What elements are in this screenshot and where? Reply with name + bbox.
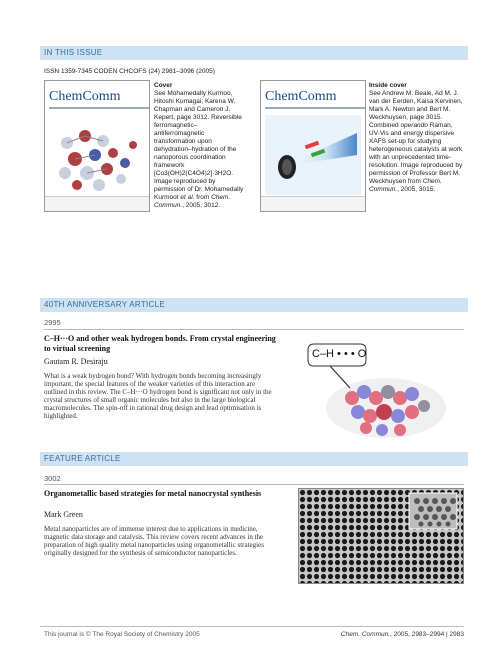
inside-cover-cite: , 2005, 3015.	[397, 186, 436, 193]
in-this-issue-header: IN THIS ISSUE	[40, 46, 468, 60]
anniversary-divider	[44, 329, 464, 330]
anniversary-author: Gautam R. Desiraju	[44, 357, 108, 366]
footer-copyright: This journal is © The Royal Society of Chemistry 2005	[44, 631, 200, 638]
feature-graphic	[298, 488, 464, 584]
anniversary-graphic	[300, 336, 464, 440]
cover-from: from	[194, 194, 212, 201]
feature-title[interactable]: Organometallic based strategies for metal nanocrystal synthesis	[44, 489, 262, 498]
anniversary-abstract: What is a weak hydrogen bond? With hydrogen bonds becoming increasingly important, the special features of the weaker varieties of this interaction are outlined in this review. The C–H···O hydrogen bond is significant not only in the crystal structures of small organic molecules but also in the large biological macromolecules. The spin-off in rational drug design and lead optimisation is highlighted.	[44, 372, 272, 420]
feature-author: Mark Green	[44, 510, 83, 519]
anniversary-page-number: 2995	[44, 318, 61, 327]
inside-cover-journal: Chem. Commun.	[369, 178, 442, 193]
hydrogen-bond-label: C–H • • • O	[312, 348, 367, 360]
feature-header: FEATURE ARTICLE	[40, 452, 468, 466]
feature-divider	[44, 484, 464, 485]
inside-cover-image	[260, 80, 366, 212]
cover-journal: Chem. Commun.	[154, 194, 231, 209]
cover-etal: et al.	[180, 194, 195, 201]
footer-journal: Chem. Commun.	[340, 631, 391, 638]
footer-citation	[341, 631, 464, 638]
footer-pages: , 2005, 2983–2994 | 2983	[390, 631, 464, 638]
issn-coden: ISSN 1359-7345 CODEN CHCOFS (24) 2981–3096 (2005)	[44, 68, 215, 75]
footer-rule	[40, 626, 464, 627]
nanocrystal-micrograph	[299, 489, 463, 583]
inside-cover-text-b: Raman, UV-Vis and energy dispersive XAFS set-up for studying heterogeneous catalysts at work with an unprecedented time-resolution. Image reproduced by permission of Professor Bert M. Weckhuysen from	[369, 122, 463, 185]
cover-heading: Cover	[154, 82, 173, 89]
anniversary-title[interactable]: C–H···O and other weak hydrogen bonds. From crystal engineering to virtual screening	[44, 334, 276, 353]
cover-caption	[154, 82, 246, 210]
feature-abstract: Metal nanoparticles are of immense interest due to applications in medicine, magnetic data storage and catalysis. This review covers recent advances in the preparation of high quality metal nanoparticles using organometallic strategies originally designed for the synthesis of semiconductor nanoparticles.	[44, 525, 264, 557]
cover-image	[44, 80, 150, 212]
inside-cover-footer-band	[261, 196, 365, 211]
inside-cover-heading: Inside cover	[369, 82, 407, 89]
cover-cite: , 2005, 3012.	[182, 202, 221, 209]
anniversary-header: 40TH ANNIVERSARY ARTICLE	[40, 298, 468, 312]
cover-artwork	[45, 81, 149, 211]
inside-cover-logo: ChemComm	[265, 89, 337, 104]
inside-cover-artwork	[261, 81, 365, 211]
feature-page-number: 3002	[44, 474, 61, 483]
cover-text: See Mohamedally Kurmoo, Hitoshi Kumagai, Karena W. Chapman and Cameron J. Kepert, page 3012. Reversible ferromagnetic–antiferromagnetic transformation upon dehydration–hydration of the nanoporous coordination framework [Co3(OH)2(C4O4)2]·3H2O. Image reproduced by permission of Dr. Mohamedally Kurmoot	[154, 90, 244, 201]
inside-cover-operando: operando	[400, 122, 428, 129]
inside-cover-text-a: See Andrew M. Beale, Ad M. J. van der Eerden, Kaisa Kervinen, Mark A. Newton and Bert M. Weckhuysen, page 3015. Combined	[369, 90, 463, 129]
inside-cover-caption	[369, 82, 464, 194]
cover-logo: ChemComm	[49, 89, 121, 104]
cover-footer-band	[45, 196, 149, 211]
